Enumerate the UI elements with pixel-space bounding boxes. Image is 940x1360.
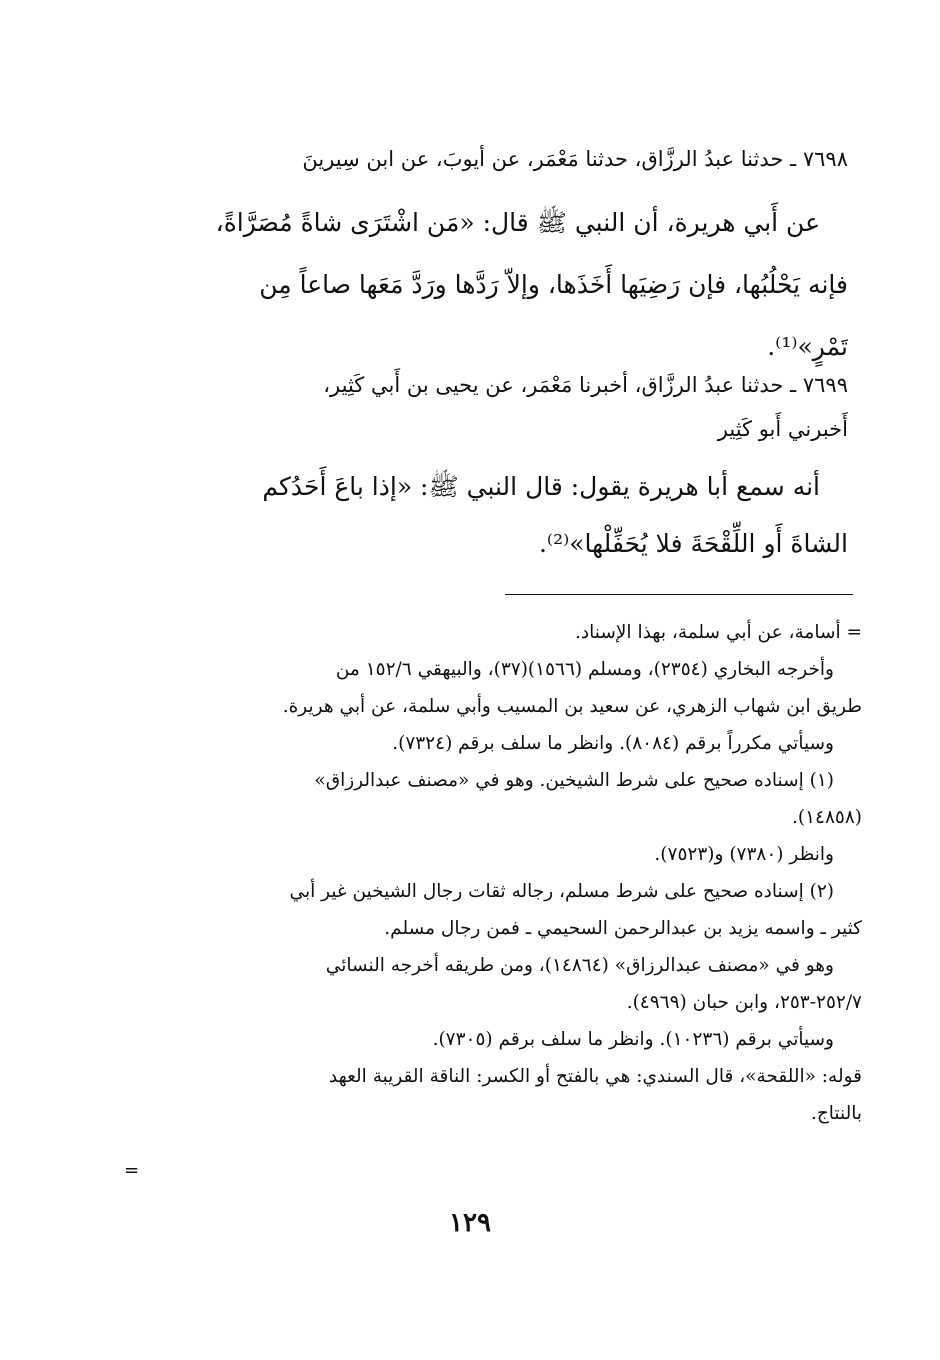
hadith-7699-matn-line-2: الشاةَ أَو اللِّقْحَةَ فلا يُحَفِّلْها»⁽²⁾. [538, 529, 848, 558]
footnote-1-line: (١) إسناده صحيح على شرط الشيخين. وهو في «مصنف عبدالرزاق» [314, 770, 834, 791]
footnote-2-line: كثير ـ واسمه يزيد بن عبدالرحمن السحيمي ـ فمن رجال مسلم. [384, 918, 862, 939]
footnote-line: = أسامة، عن أبي سلمة، بهذا الإسناد. [575, 622, 862, 643]
hadith-7699-isnad-line-1: ٧٦٩٩ ـ حدثنا عبدُ الرزَّاق، أخبرنا مَعْمَر، عن يحيى بن أَبي كَثِير، [323, 373, 848, 397]
footnote-2-line: وهو في «مصنف عبدالرزاق» (١٤٨٦٤)، ومن طريقه أخرجه النسائي [325, 955, 834, 976]
footnote-line: طريق ابن شهاب الزهري، عن سعيد بن المسيب وأبي سلمة، عن أبي هريرة. [282, 696, 862, 717]
footnote-separator [505, 594, 853, 595]
continuation-mark: = [124, 1160, 140, 1181]
footnote-line: وسيأتي مكرراً برقم (٨٠٨٤). وانظر ما سلف برقم (٧٣٢٤). [392, 733, 834, 754]
hadith-7698-matn-line-2: فإنه يَحْلُبُها، فإن رَضِيَها أَخَذَها، وإلاّ رَدَّها ورَدَّ مَعَها صاعاً مِن [259, 270, 848, 299]
footnote-1-line: وانظر (٧٣٨٠) و(٧٥٢٣). [654, 844, 834, 865]
footnote-2-line: ٢٥٢/٧-٢٥٣، وابن حبان (٤٩٦٩). [626, 992, 862, 1013]
footnote-2-line: بالنتاج. [810, 1103, 862, 1124]
footnotes [152, 614, 862, 1132]
footnote-2-line: وسيأتي برقم (١٠٢٣٦). وانظر ما سلف برقم (٧٣٠٥). [432, 1029, 834, 1050]
hadith-7698 [153, 138, 848, 376]
footnote-2-line: (٢) إسناده صحيح على شرط مسلم، رجاله ثقات رجال الشيخين غير أبي [289, 881, 834, 902]
hadith-7698-matn-line-1: عن أَبي هريرة، أن النبي ﷺ قال: «مَن اشْتَرَى شاةً مُصَرَّاةً، [215, 208, 820, 237]
footnote-2-line: قوله: «اللقحة»، قال السندي: هي بالفتح أو الكسر: الناقة القريبة العهد [328, 1066, 862, 1087]
hadith-7698-isnad: ٧٦٩٨ ـ حدثنا عبدُ الرزَّاق، حدثنا مَعْمَر، عن أيوبَ، عن ابن سِيرينَ [302, 147, 848, 171]
hadith-7699 [153, 362, 848, 572]
footnote-line: وأخرجه البخاري (٢٣٥٤)، ومسلم (١٥٦٦)(٣٧)، والبيهقي ١٥٢/٦ من [335, 659, 834, 680]
hadith-7699-matn-line-1: أنه سمع أبا هريرة يقول: قال النبي ﷺ: «إذا باعَ أَحَدُكم [262, 472, 820, 501]
footnote-1-line: (١٤٨٥٨). [791, 807, 862, 828]
hadith-7699-isnad-line-2: أَخبرني أَبو كَثِير [717, 417, 848, 441]
page-number: ١٢٩ [449, 1208, 491, 1238]
hadith-7698-matn-line-3: تَمْرٍ»⁽¹⁾. [767, 332, 848, 361]
